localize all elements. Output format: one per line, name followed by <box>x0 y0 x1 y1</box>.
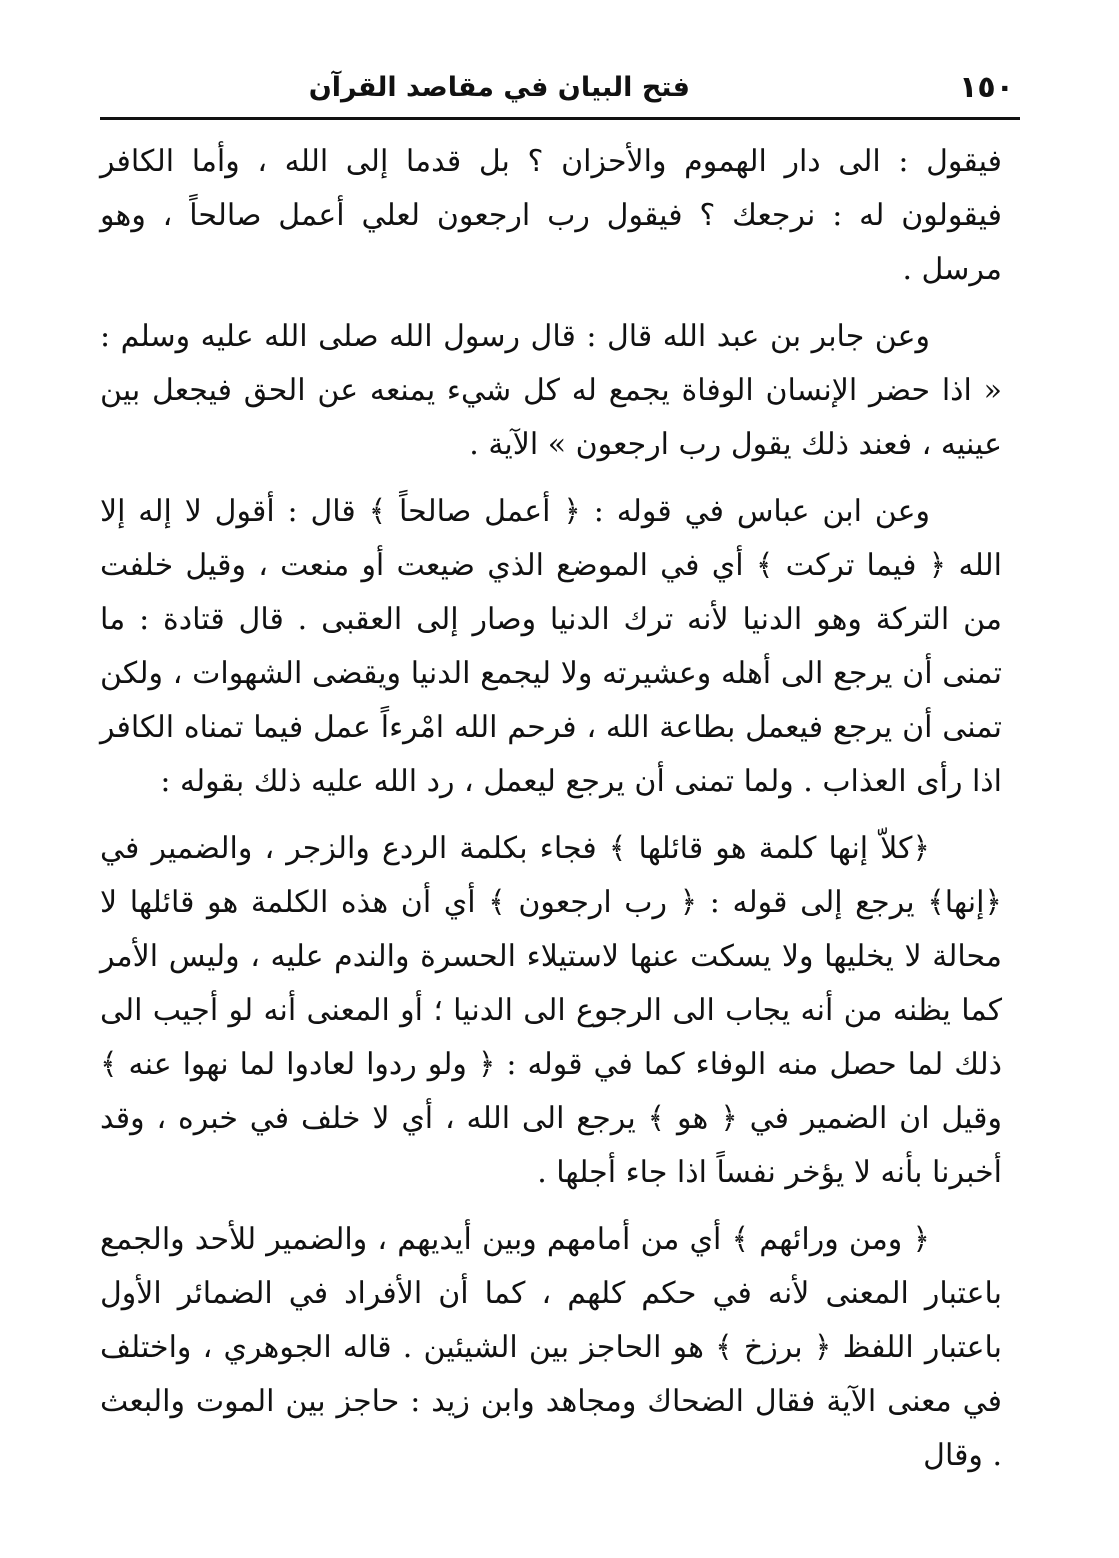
page-number: ١٥٠ <box>959 70 1014 105</box>
paragraph: ﴿كلاّ إنها كلمة هو قائلها ﴾ فجاء بكلمة الردع والزجر ، والضمير في ﴿إنها﴾ يرجع إلى قوله : ﴿ رب ارجعون ﴾ أي أن هذه الكلمة هو قائلها لا محالة لا يخليها ولا يسكت عنها لاستيلاء الحسرة والندم عليه ، وليس الأمر كما يظنه من أنه يجاب الى الرجوع الى الدنيا ؛ أو المعنى أنه لو أجيب الى ذلك لما حصل منه الوفاء كما في قوله : ﴿ ولو ردوا لعادوا لما نهوا عنه ﴾ وقيل ان الضمير في ﴿ هو ﴾ يرجع الى الله ، أي لا خلف في خبره ، وقد أخبرنا بأنه لا يؤخر نفساً اذا جاء أجلها . <box>100 831 1002 1190</box>
running-title: فتح البيان في مقاصد القرآن <box>308 72 690 103</box>
paragraph: وعن جابر بن عبد الله قال : قال رسول الله صلى الله عليه وسلم : « اذا حضر الإنسان الوفاة يجمع له كل شيء يمنعه عن الحق فيجعل بين عينيه ، فعند ذلك يقول رب ارجعون » الآية . <box>100 319 1002 462</box>
paragraph: فيقول : الى دار الهموم والأحزان ؟ بل قدما إلى الله ، وأما الكافر فيقولون له : نرجعك ؟ فيقول رب ارجعون لعلي أعمل صالحاً ، وهو مرسل . <box>100 144 1002 287</box>
page-header <box>100 62 1020 112</box>
paragraph: وعن ابن عباس في قوله : ﴿ أعمل صالحاً ﴾ قال : أقول لا إله إلا الله ﴿ فيما تركت ﴾ أي في الموضع الذي ضيعت أو منعت ، وقيل خلفت من التركة وهو الدنيا لأنه ترك الدنيا وصار إلى العقبى . قال قتادة : ما تمنى أن يرجع الى أهله وعشيرته ولا ليجمع الدنيا ويقضى الشهوات ، ولكن تمنى أن يرجع فيعمل بطاعة الله ، فرحم الله امْرءاً عمل فيما تمناه الكافر اذا رأى العذاب . ولما تمنى أن يرجع ليعمل ، رد الله عليه ذلك بقوله : <box>100 494 1002 799</box>
header-divider <box>100 117 1020 120</box>
body-text <box>100 135 1002 1496</box>
paragraph: ﴿ ومن ورائهم ﴾ أي من أمامهم وبين أيديهم ، والضمير للأحد والجمع باعتبار المعنى لأنه في حكم كلهم ، كما أن الأفراد في الضمائر الأول باعتبار اللفظ ﴿ برزخ ﴾ هو الحاجز بين الشيئين . قاله الجوهري ، واختلف في معنى الآية فقال الضحاك ومجاهد وابن زيد : حاجز بين الموت والبعث . وقال <box>100 1222 1002 1473</box>
